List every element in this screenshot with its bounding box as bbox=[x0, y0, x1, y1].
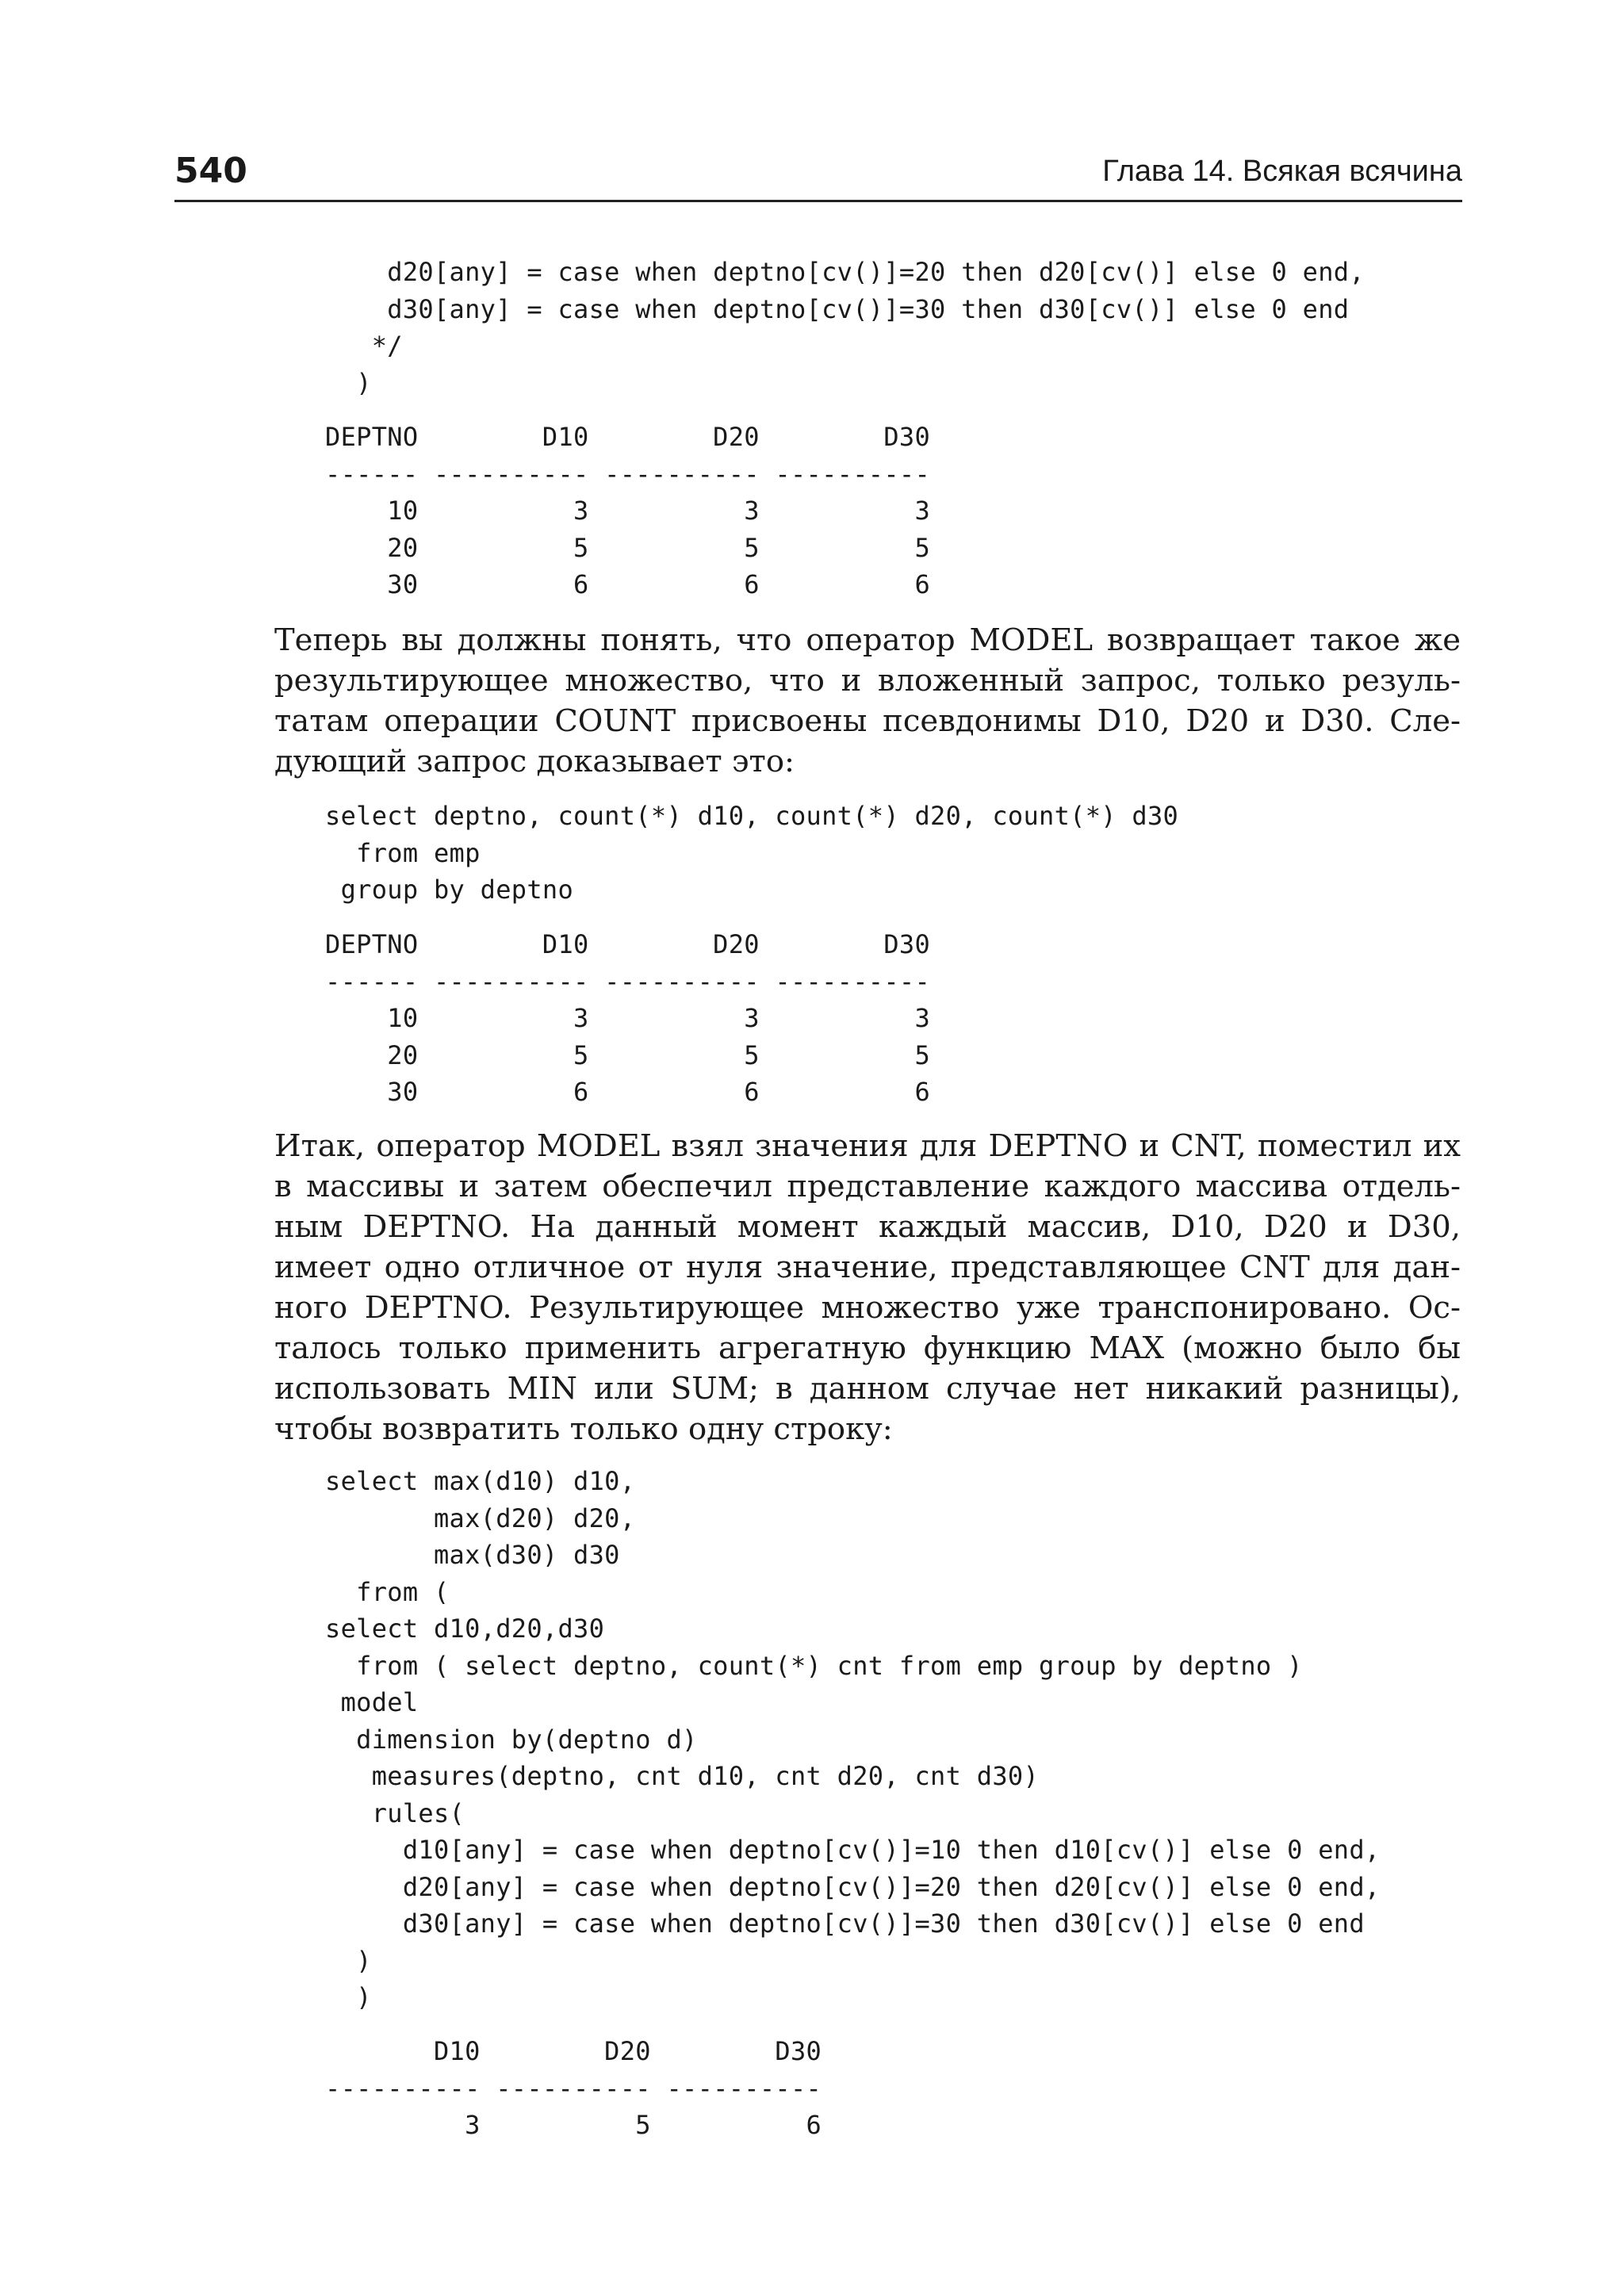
code-block-model-rules-end: d20[any] = case when deptno[cv()]=20 then d20[cv()] else 0 end, d30[any] = case when deptno[cv()]=30 then d30[cv()] else 0 end */ ) bbox=[356, 257, 1365, 398]
query-result-table-3: D10 D20 D30 ---------- ---------- ---------- 3 5 6 bbox=[325, 2036, 822, 2140]
paragraph-transposition-explanation: Итак, оператор MODEL взял значения для DEPTNO и CNT, поместил их в массивы и затем обеспечил представление каждого массива отдельным DEPTNO. На данный момент каждый массив, D10, D20 и D30, имеет одно отличное от нуля значение, представляющее CNT для данного DEPTNO. Результирующее множество уже транспонировано. Осталось только применить агрегатную функцию MAX (можно было бы использовать MIN или SUM; в данном случае нет никакий разницы), чтобы возвратить только одну строку: bbox=[274, 1128, 1461, 1447]
code-block-final-model-query: select max(d10) d10, max(d20) d20, max(d30) d30 from ( select d10,d20,d30 from ( select deptno, count(*) cnt from emp group by deptno ) model dimension by(deptno d) measures(deptno, cnt d10, cnt d20, cnt d30) rules( d10[any] = case when deptno[cv()]=10 then d10[cv()] else 0 end, d20[any] = case when deptno[cv()]=20 then d20[cv()] else 0 end, d30[any] = case when deptno[cv()]=30 then d30[cv()] else 0 end ) ) bbox=[325, 1466, 1381, 2012]
paragraph-model-explanation: Теперь вы должны понять, что оператор MODEL возвращает такое же результирующее множество, что и вложенный запрос, только результатам операции COUNT присвоены псевдонимы D10, D20 и D30. Следующий запрос доказывает это: bbox=[274, 622, 1461, 779]
query-result-table-1: DEPTNO D10 D20 D30 ------ ---------- ---------- ---------- 10 3 3 3 20 5 5 5 30 6 6 6 bbox=[325, 422, 931, 599]
page-header bbox=[174, 147, 1462, 202]
page-number: 540 bbox=[174, 151, 247, 191]
query-result-table-2: DEPTNO D10 D20 D30 ------ ---------- ---------- ---------- 10 3 3 3 20 5 5 5 30 6 6 6 bbox=[325, 929, 931, 1107]
code-block-group-by-query: select deptno, count(*) d10, count(*) d20, count(*) d30 from emp group by deptno bbox=[325, 801, 1179, 905]
chapter-title: Глава 14. Всякая всячина bbox=[1102, 155, 1462, 188]
